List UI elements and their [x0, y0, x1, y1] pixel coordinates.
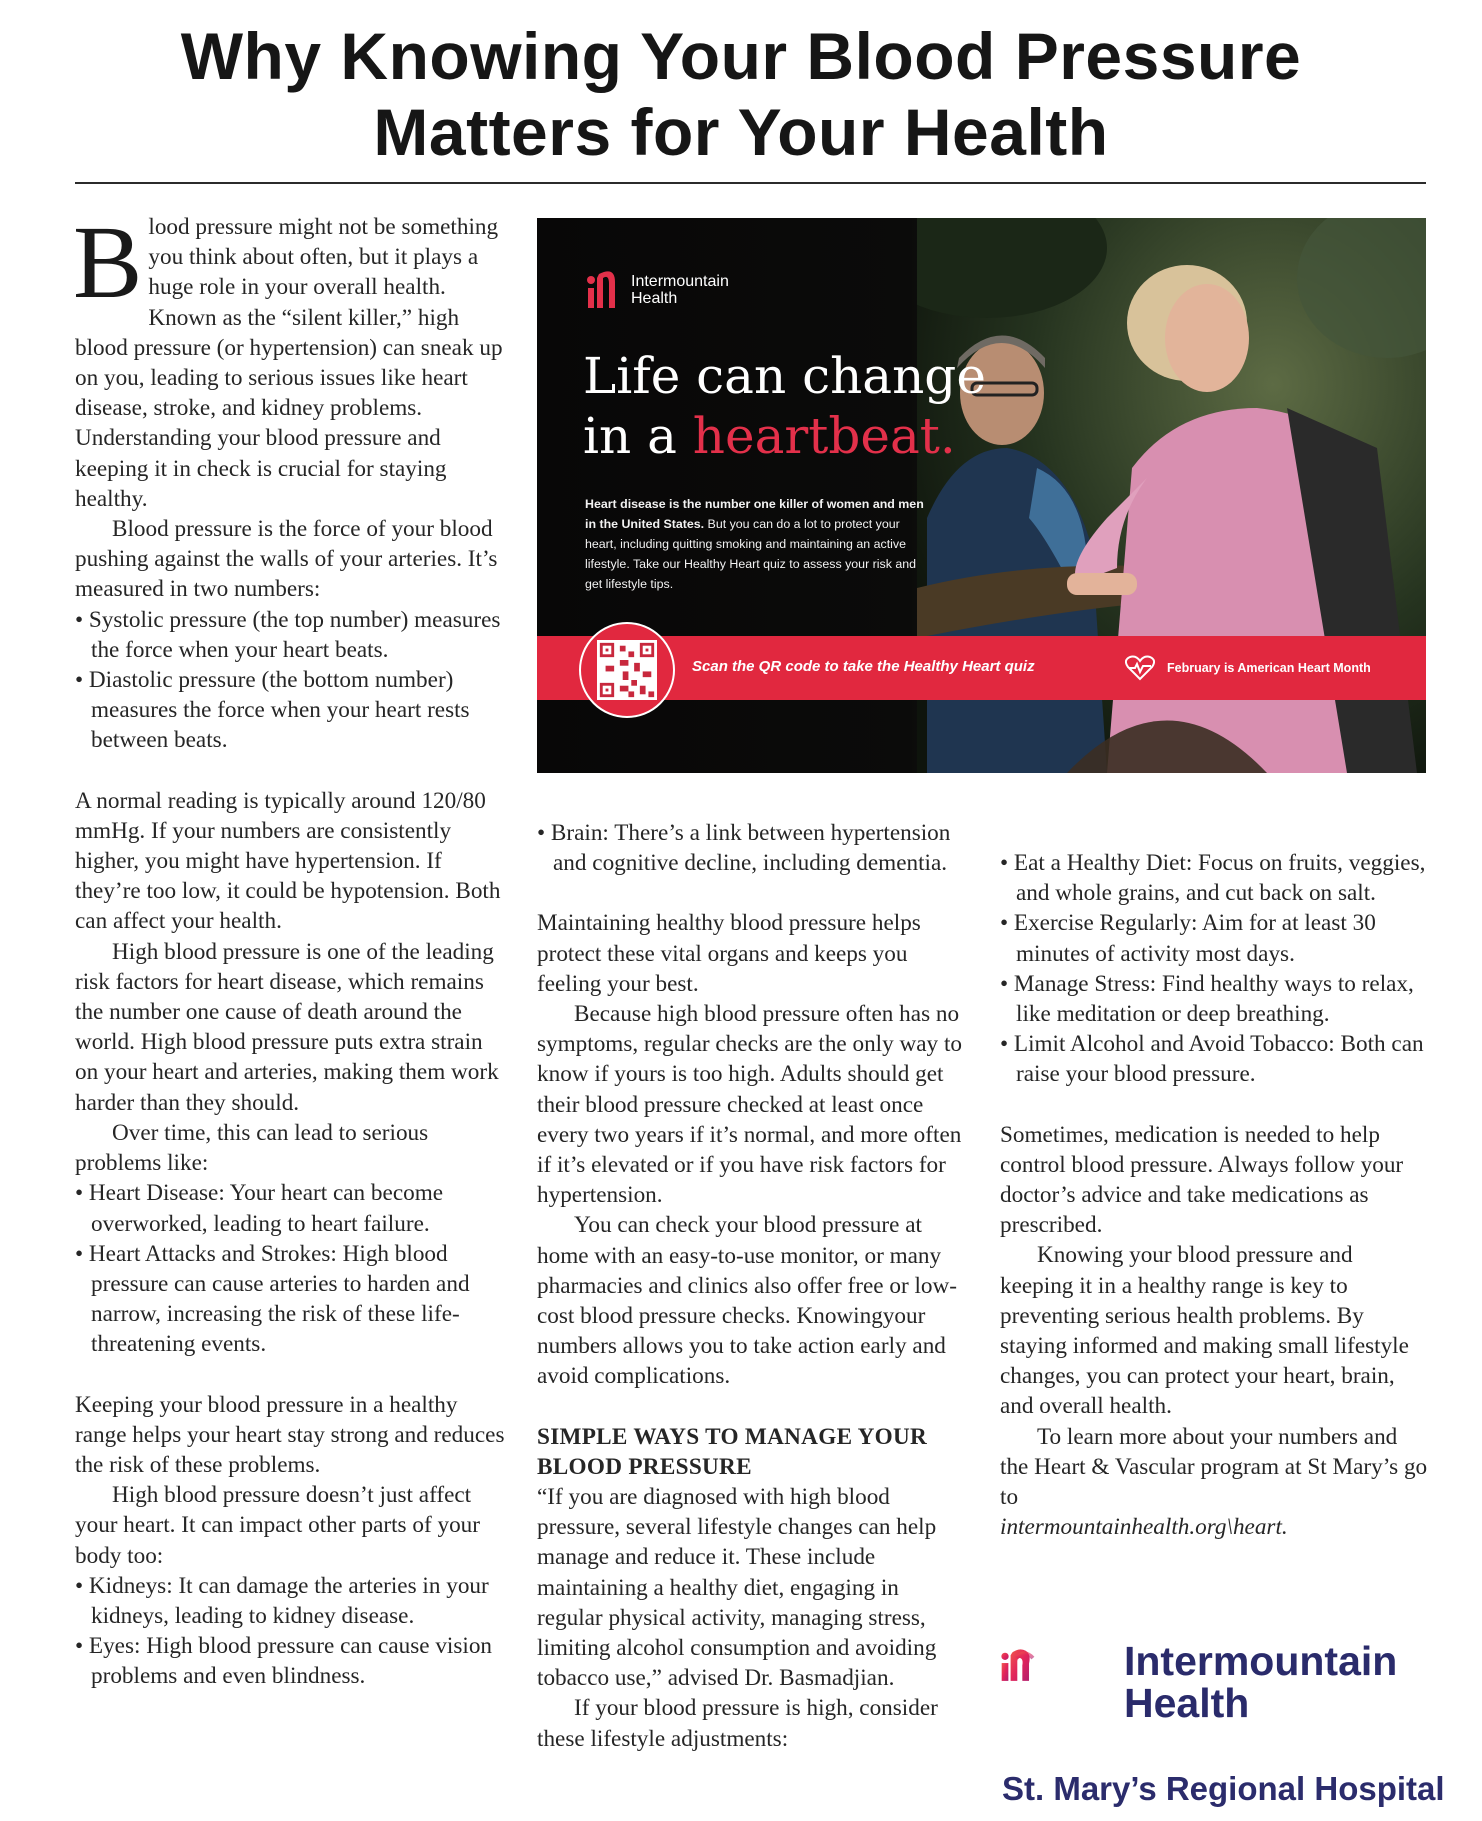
heart-month-label: February is American Heart Month	[1125, 655, 1371, 681]
spacer	[75, 756, 511, 786]
paragraph: Keeping your blood pressure in a healthy range helps your heart stay strong and reduces the risk of these problems.	[75, 1391, 505, 1478]
bullet-item: • Brain: There’s a link between hypertension and cognitive decline, including dementia.	[537, 820, 951, 877]
paragraph: Knowing your blood pressure and keeping it in a healthy range is key to preventing serious health problems. By staying informed and making small lifestyle changes, you can protect your heart, brain, and overall health.	[1000, 1242, 1409, 1420]
paragraph: If your blood pressure is high, consider these lifestyle adjustments:	[537, 1695, 938, 1752]
quote-paragraph: “If you are diagnosed with high blood pressure, several lifestyle changes can help manage and reduce it. These include maintaining a healthy diet, engaging in regular physical activity, managing stress, limiting alcohol consumption and avoiding tobacco use,” advised Dr. Basmadjian.	[537, 1484, 937, 1692]
bullet-item: • Manage Stress: Find healthy ways to relax, like meditation or deep breathing.	[1000, 970, 1414, 1028]
paragraph: You can check your blood pressure at home with an easy-to-use monitor, or many pharmacies and clinics also offer free or low-cost blood pressure checks. Knowingyour numbers allows you to take action early and avoid complications.	[537, 1212, 957, 1390]
spacer	[1000, 1090, 1428, 1120]
hospital-name: St. Mary’s Regional Hospital	[1002, 1770, 1445, 1807]
section-subheading: SIMPLE WAYS TO MANAGE YOUR BLOOD PRESSURE	[537, 1423, 928, 1480]
paragraph: A normal reading is typically around 120/80 mmHg. If your numbers are consistently higher, you might have hypertension. If they’re too low, it could be hypotension. Both can affect your health.	[75, 787, 501, 935]
paragraph: Blood pressure is the force of your blood pushing against the walls of your arteries. It’s measured in two numbers:	[75, 516, 498, 603]
ad-headline: Life can change in a heartbeat.	[583, 347, 986, 465]
column-2	[537, 818, 965, 1754]
paragraph: High blood pressure is one of the leading risk factors for heart disease, which remains the number one cause of death around the world. High blood pressure puts extra strain on your heart and arteries, making them work harder than they should.	[75, 938, 499, 1116]
spacer	[537, 1392, 965, 1422]
ad-brand-line-1: Intermountain	[631, 273, 729, 290]
bullet-item: • Diastolic pressure (the bottom number) measures the force when your heart rests between beats.	[75, 667, 470, 754]
headline-line-1: Why Knowing Your Blood Pressure	[180, 19, 1302, 93]
headline-line-2: Matters for Your Health	[373, 95, 1109, 169]
footer-brand-name: Intermountain Health	[1124, 1638, 1398, 1726]
drop-cap: B	[73, 205, 143, 320]
ad-headline-accent: heartbeat.	[692, 407, 956, 465]
paragraph: Because high blood pressure often has no symptoms, regular checks are the only way to know if yours is too high. Adults should get their blood pressure checked at least once every two years if it’s normal, and more often if it’s elevated or if you have risk factors for hypertension.	[537, 1001, 962, 1209]
website-link[interactable]: intermountainhealth.org\heart.	[1000, 1514, 1288, 1541]
paragraph: High blood pressure doesn’t just affect your heart. It can impact other parts of your body too:	[75, 1482, 480, 1569]
spacer	[75, 1360, 511, 1390]
bullet-item: • Eat a Healthy Diet: Focus on fruits, veggies, and whole grains, and cut back on salt.	[1000, 850, 1426, 907]
intro-paragraph: Blood pressure might not be something you think about often, but it plays a huge role in your overall health. Known as the “silent killer,” high blood pressure (or hypertension) can sneak up on you, leading to serious issues like heart disease, stroke, and kidney problems. Understanding your blood pressure and keeping it in check is crucial for staying healthy.	[73, 205, 503, 512]
column-1	[73, 205, 511, 1692]
heart-pulse-icon	[1125, 655, 1155, 681]
intermountain-mark-icon	[585, 268, 625, 312]
paragraph: To learn more about your numbers and the Heart & Vascular program at St Mary’s go to	[1000, 1423, 1428, 1511]
headline-divider	[75, 182, 1426, 184]
bullet-item: • Eyes: High blood pressure can cause vision problems and even blindness.	[75, 1633, 493, 1690]
ad-body-copy: Heart disease is the number one killer of women and men in the United States. But you can do a lot to protect your heart, including quitting smoking and maintaining an active lifestyle. Take our Healthy Heart quiz to assess your risk and get lifestyle tips.	[585, 497, 924, 592]
spacer	[537, 878, 965, 908]
intermountain-logo	[585, 268, 729, 312]
qr-code-icon[interactable]	[597, 640, 657, 700]
bullet-item: • Exercise Regularly: Aim for at least 30 minutes of activity most days.	[1000, 910, 1376, 967]
ad-cta-text: Scan the QR code to take the Healthy Heart quiz	[692, 658, 1035, 675]
bullet-item: • Heart Attacks and Strokes: High blood pressure can cause arteries to harden and narrow, increasing the risk of these life-threatening events.	[75, 1240, 470, 1358]
bullet-item: • Kidneys: It can damage the arteries in your kidneys, leading to kidney disease.	[75, 1572, 489, 1629]
intermountain-health-logo-mark	[1000, 1600, 1120, 1730]
heart-month-advertisement	[537, 218, 1426, 773]
paragraph: Over time, this can lead to serious problems like:	[75, 1119, 429, 1177]
bullet-item: • Limit Alcohol and Avoid Tobacco: Both can raise your blood pressure.	[1000, 1031, 1424, 1088]
paragraph: Sometimes, medication is needed to help control blood pressure. Always follow your doctor’s advice and take medications as prescribed.	[1000, 1121, 1404, 1239]
paragraph: Maintaining healthy blood pressure helps protect these vital organs and keeps you feeling your best.	[537, 910, 921, 997]
bullet-item: • Heart Disease: Your heart can become overworked, leading to heart failure.	[75, 1180, 444, 1237]
article-headline	[0, 18, 1482, 170]
column-3	[1000, 848, 1428, 1542]
bullet-item: • Systolic pressure (the top number) measures the force when your heart beats.	[75, 606, 501, 663]
ad-brand-line-2: Health	[631, 290, 678, 307]
qr-code-badge[interactable]	[579, 622, 675, 718]
